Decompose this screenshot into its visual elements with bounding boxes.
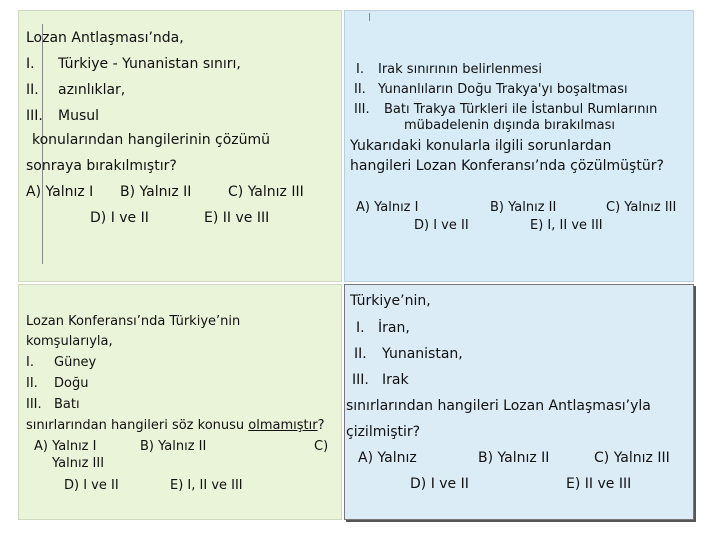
q3-option-d[interactable]: D) I ve II <box>64 478 119 493</box>
q1-option-e[interactable]: E) II ve III <box>204 210 270 226</box>
q1-item-1-num: I. <box>26 56 35 72</box>
q1-item-2-num: II. <box>26 82 39 98</box>
q4-item-1-num: I. <box>356 320 365 336</box>
q2-option-e[interactable]: E) I, II ve III <box>530 218 603 233</box>
q3-item-1-text: Güney <box>54 355 97 370</box>
q4-title: Türkiye’nin, <box>350 293 431 309</box>
q3-option-e[interactable]: E) I, II ve III <box>170 478 243 493</box>
q4-item-2-text: Yunanistan, <box>382 346 463 362</box>
q1-item-1-text: Türkiye - Yunanistan sınırı, <box>58 56 241 72</box>
q4-item-3-text: Irak <box>382 372 409 388</box>
q3-item-2-num: II. <box>26 376 38 391</box>
q3-question-mark: ? <box>317 418 325 433</box>
q2-item-2-text: Yunanlıların Doğu Trakya'yı boşaltması <box>378 82 628 97</box>
q3-option-a[interactable]: A) Yalnız I <box>34 439 97 454</box>
q2-option-a[interactable]: A) Yalnız I <box>356 200 419 215</box>
q4-question-line-2: çizilmiştir? <box>346 424 421 440</box>
q1-option-a[interactable]: A) Yalnız I <box>26 184 94 200</box>
q2-question-line-1: Yukarıdaki konularla ilgili sorunlardan <box>350 138 612 154</box>
q2-item-1-num: I. <box>356 62 364 77</box>
q3-question-line-3 <box>26 418 325 434</box>
q3-item-3-num: III. <box>26 397 42 412</box>
q1-item-3-text: Musul <box>58 108 100 124</box>
q3-option-b[interactable]: B) Yalnız II <box>140 439 207 454</box>
q3-question-line-2: komşularıyla, <box>26 334 113 349</box>
q3-underlined-word: olmamıştır <box>248 418 318 433</box>
q3-line-3-start: sınırlarından hangileri söz konusu <box>26 418 249 433</box>
q4-item-1-text: İran, <box>378 320 410 336</box>
q4-option-b[interactable]: B) Yalnız II <box>478 450 550 466</box>
q1-option-b[interactable]: B) Yalnız II <box>120 184 192 200</box>
tick-mark <box>369 13 370 21</box>
q2-item-3-continuation: mübadelenin dışında bırakılması <box>404 118 615 133</box>
q4-option-e[interactable]: E) II ve III <box>566 476 632 492</box>
q2-item-3-text: Batı Trakya Türkleri ile İstanbul Rumlarının <box>384 102 658 117</box>
q4-item-3-num: III. <box>352 372 369 388</box>
q3-option-c-continuation: Yalnız III <box>52 456 105 471</box>
q4-item-2-num: II. <box>354 346 367 362</box>
q2-option-d[interactable]: D) I ve II <box>414 218 469 233</box>
q2-item-3-num: III. <box>354 102 370 117</box>
q1-option-c[interactable]: C) Yalnız III <box>228 184 304 200</box>
q2-option-b[interactable]: B) Yalnız II <box>490 200 557 215</box>
q2-item-2-num: II. <box>354 82 366 97</box>
q4-option-d[interactable]: D) I ve II <box>410 476 469 492</box>
q1-question-line-2: sonraya bırakılmıştır? <box>26 158 177 174</box>
q3-option-c[interactable]: C) <box>314 439 329 454</box>
q1-item-3-num: III. <box>26 108 43 124</box>
q3-question-line-1: Lozan Konferansı’nda Türkiye’nin <box>26 314 241 329</box>
q4-question-line-1: sınırlarından hangileri Lozan Antlaşması’yla <box>346 398 651 414</box>
q2-item-1-text: Irak sınırının belirlenmesi <box>378 62 542 77</box>
q2-question-line-2: hangileri Lozan Konferansı’nda çözülmüştür? <box>350 158 664 174</box>
q3-item-3-text: Batı <box>54 397 80 412</box>
q1-option-d[interactable]: D) I ve II <box>90 210 149 226</box>
q4-option-c[interactable]: C) Yalnız III <box>594 450 670 466</box>
q1-question-line-1: konularından hangilerinin çözümü <box>32 132 271 148</box>
q3-item-1-num: I. <box>26 355 34 370</box>
q2-option-c[interactable]: C) Yalnız III <box>606 200 677 215</box>
q4-option-a[interactable]: A) Yalnız <box>358 450 417 466</box>
q1-title: Lozan Antlaşması’nda, <box>26 30 184 46</box>
q1-item-2-text: azınlıklar, <box>58 82 126 98</box>
q3-item-2-text: Doğu <box>54 376 89 391</box>
